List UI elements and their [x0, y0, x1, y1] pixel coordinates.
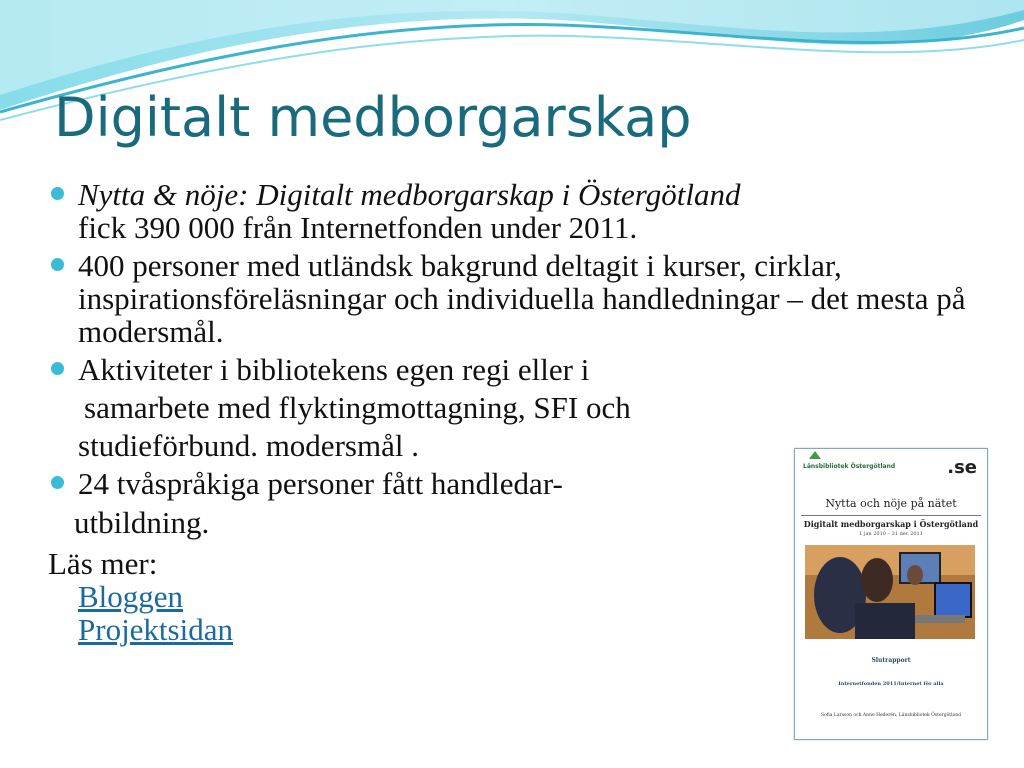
continuation-line: samarbete med flyktingmottagning, SFI och	[84, 390, 631, 425]
continuation-line: utbildning.	[74, 505, 210, 540]
report-dates: 1 jan 2010 – 31 dec 2011	[859, 531, 923, 537]
report-photo	[805, 545, 975, 639]
report-domain-logo: .se	[947, 457, 977, 478]
read-more-label: Läs mer:	[48, 546, 158, 581]
bullet-dot-icon	[51, 258, 64, 271]
bullet-text: 400 personer med utländsk bakgrund deltagit i kurser, cirklar, inspirationsföreläsningar och individuella handledningar – det mesta på modersmål.	[78, 248, 966, 349]
bullet-text: 24 tvåspråkiga personer fått handledar-	[78, 466, 563, 501]
leaf-logo-icon	[809, 451, 821, 459]
link-projektsidan[interactable]: Projektsidan	[78, 612, 233, 647]
link-bloggen[interactable]: Bloggen	[78, 579, 184, 614]
bullet-text: Aktiviteter i bibliotekens egen regi eller i	[78, 352, 590, 387]
report-divider	[801, 515, 981, 516]
bullet-dot-icon	[51, 476, 64, 489]
report-title: Nytta och nöje på nätet	[825, 497, 957, 510]
bullet-dot-icon	[51, 187, 64, 200]
continuation-line: studieförbund. modersmål .	[78, 428, 419, 463]
bullet-project-name: Nytta & nöje: Digitalt medborgarskap i Östergötland	[78, 177, 741, 212]
bullet-dot-icon	[51, 362, 64, 375]
report-subtitle: Digitalt medborgarskap i Östergötland	[803, 519, 979, 529]
bullet-activities	[48, 353, 968, 386]
report-authors: Sofia Larsson och Anne Hederén, Länsbibliotek Östergötland	[820, 713, 961, 718]
report-label: Slutrapport	[871, 657, 911, 664]
report-logo-text: Länsbibliotek Östergötland	[803, 463, 896, 470]
bullet-participants	[48, 249, 968, 348]
slide-title: Digitalt medborgarskap	[54, 86, 692, 149]
bullet-text: fick 390 000 från Internetfonden under 2011.	[78, 210, 638, 245]
report-cover-image	[794, 448, 988, 740]
bullet-internetfonden	[48, 178, 968, 244]
report-program: Internetfonden 2011/Internet för alla	[838, 681, 944, 687]
